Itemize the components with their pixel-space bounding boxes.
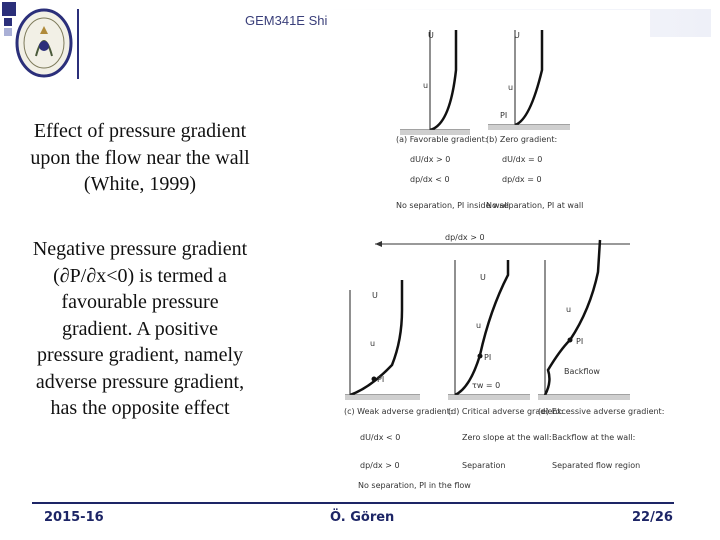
arrow-label: dp/dx > 0 — [445, 233, 485, 242]
panel-c — [344, 280, 471, 490]
panel-a-label: (a) Favorable gradient: — [396, 135, 488, 144]
decor-square-small — [4, 18, 12, 26]
panel-b-dU: dU/dx = 0 — [502, 155, 543, 164]
panel-a-note: No separation, PI inside wall — [396, 201, 509, 210]
panel-b-u: u — [508, 83, 514, 92]
panel-b-label: (b) Zero gradient: — [486, 135, 558, 144]
header-divider — [77, 9, 79, 79]
panel-b — [486, 30, 583, 210]
caption-pressure-gradient-effect: Effect of pressure gradient upon the flow near the wall (White, 1999) — [30, 120, 250, 195]
panel-a-u: u — [423, 81, 429, 90]
panel-e-u: u — [566, 305, 572, 314]
panel-e — [538, 240, 664, 470]
caption-favourable-gradient: Negative pressure gradient (∂P/∂x<0) is termed a favourable pressure gradient. A positive pressure gradient, namely adverse pressure gradient, has the opposite effect — [32, 238, 248, 419]
panel-d — [448, 260, 563, 470]
panel-d-PI: PI — [484, 353, 492, 362]
panel-c-U: U — [372, 291, 378, 300]
footer-divider — [32, 502, 674, 504]
panel-e-label: (e) Excessive adverse gradient: — [538, 407, 665, 416]
panel-c-label: (c) Weak adverse gradient: — [344, 407, 453, 416]
panel-d-label: (d) Critical adverse gradient: — [448, 407, 564, 416]
footer-author: Ö. Gören — [330, 510, 395, 525]
panel-c-dU: dU/dx < 0 — [360, 433, 401, 442]
panel-d-note1: Zero slope at the wall: — [462, 433, 552, 442]
panel-a — [396, 30, 509, 210]
footer-date: 2015-16 — [44, 510, 104, 525]
pressure-arrow — [375, 233, 630, 247]
university-seal-logo — [14, 6, 74, 80]
panel-d-tw: τw = 0 — [472, 381, 501, 390]
decor-square-small — [4, 28, 12, 36]
panel-d-u: u — [476, 321, 482, 330]
panel-d-note2: Separation — [462, 461, 506, 470]
panel-b-U: U — [514, 31, 520, 40]
panel-e-note2: Separated flow region — [552, 461, 641, 470]
panel-a-dU: dU/dx > 0 — [410, 155, 451, 164]
panel-b-PI: PI — [500, 111, 508, 120]
panel-c-note: No separation, PI in the flow — [358, 481, 471, 490]
panel-b-dp: dp/dx = 0 — [502, 175, 542, 184]
panel-d-U: U — [480, 273, 486, 282]
panel-c-u: u — [370, 339, 376, 348]
panel-e-PI: PI — [576, 337, 584, 346]
panel-e-backflow: Backflow — [564, 367, 600, 376]
panel-e-note1: Backflow at the wall: — [552, 433, 636, 442]
panel-b-note: No separation, PI at wall — [486, 201, 584, 210]
boundary-layer-figure — [330, 10, 665, 502]
panel-c-PI: PI — [377, 375, 385, 384]
panel-a-U: U — [428, 31, 434, 40]
panel-a-dp: dp/dx < 0 — [410, 175, 450, 184]
footer-page-number: 22/26 — [632, 510, 673, 525]
header-title: GEM341E Shi — [245, 13, 328, 28]
panel-c-dp: dp/dx > 0 — [360, 461, 400, 470]
